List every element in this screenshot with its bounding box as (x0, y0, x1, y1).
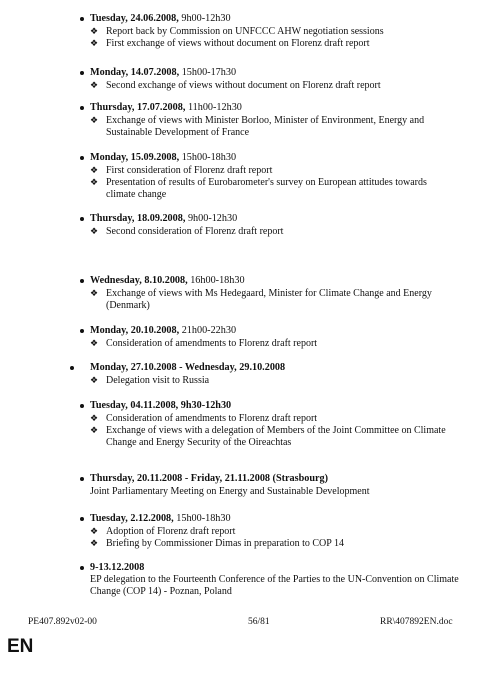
entry-heading: Tuesday, 24.06.2008, 9h00-12h30 (90, 13, 231, 24)
footer-doc-ref: PE407.892v02-00 (28, 617, 97, 627)
bullet-dot (80, 106, 84, 110)
entry-heading: Monday, 20.10.2008, 21h00-22h30 (90, 325, 237, 336)
footer-page-number: 56/81 (248, 617, 270, 627)
entry-heading: Thursday, 17.07.2008, 11h00-12h30 (90, 102, 242, 113)
bullet-dot (70, 366, 74, 370)
entry-heading: 9-13.12.2008 (90, 562, 145, 573)
bullet-dot (80, 217, 84, 221)
entry-heading: Tuesday, 04.11.2008, 9h30-12h30 (90, 400, 232, 411)
bullet-dot (80, 279, 84, 283)
bullet-dot (80, 156, 84, 160)
bullet-dot (80, 71, 84, 75)
bullet-dot (80, 477, 84, 481)
entry-heading: Tuesday, 2.12.2008, 15h00-18h30 (90, 513, 231, 524)
bullet-dot (80, 517, 84, 521)
entry-heading: Thursday, 18.09.2008, 9h00-12h30 (90, 213, 238, 224)
bullet-dot (80, 17, 84, 21)
entry-heading: Thursday, 20.11.2008 - Friday, 21.11.2008 (Strasbourg) (90, 473, 329, 484)
bullet-dot (80, 329, 84, 333)
bullet-dot (80, 404, 84, 408)
entry-heading: Wednesday, 8.10.2008, 16h00-18h30 (90, 275, 245, 286)
entry-description: Joint Parliamentary Meeting on Energy and Sustainable Development (90, 486, 370, 497)
footer-file-name: RR\407892EN.doc (380, 617, 453, 627)
language-label: EN (7, 636, 34, 657)
entry-heading: Monday, 14.07.2008, 15h00-17h30 (90, 67, 237, 78)
entry-heading: Monday, 27.10.2008 - Wednesday, 29.10.2008 (90, 362, 286, 373)
entry-description: EP delegation to the Fourteenth Conference of the Parties to the UN-Convention on Climate Change (COP 14) - Poznan, Poland (90, 574, 459, 597)
bullet-dot (80, 566, 84, 570)
entry-heading: Monday, 15.09.2008, 15h00-18h30 (90, 152, 237, 163)
